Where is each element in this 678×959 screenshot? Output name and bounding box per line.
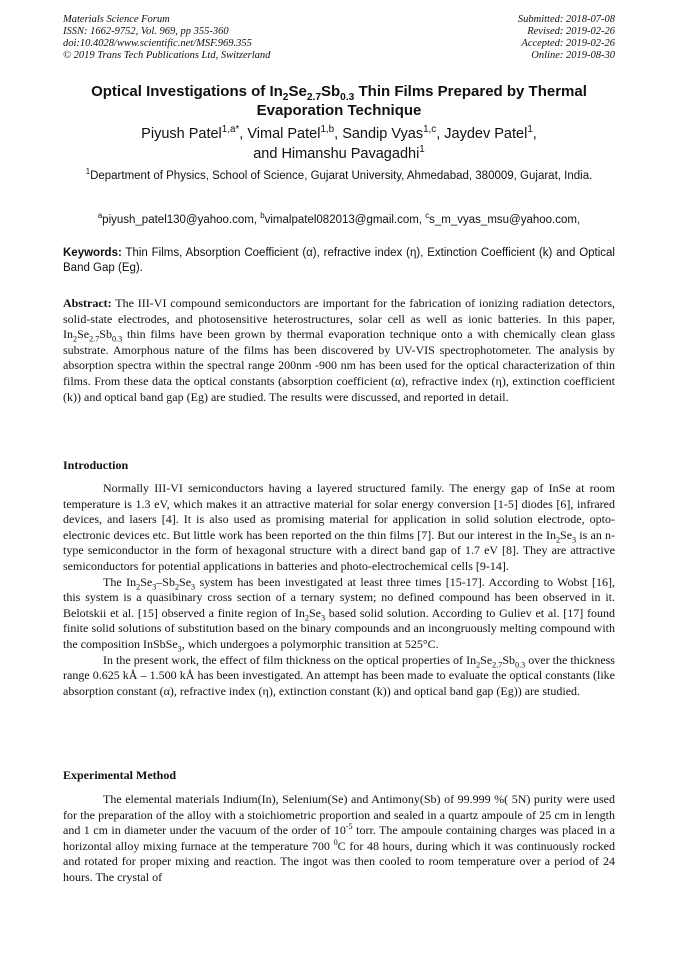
submitted-date: Submitted: 2018-07-08 (517, 14, 615, 25)
author-name: Sandip Vyas (342, 126, 424, 142)
copyright-line: © 2019 Trans Tech Publications Ltd, Switzerland (63, 50, 271, 61)
doi-line: doi:10.4028/www.scientific.net/MSF.969.355 (63, 38, 252, 49)
author-name: Piyush Patel (141, 126, 222, 142)
online-date: Online: 2019-08-30 (531, 50, 615, 61)
paragraph: The elemental materials Indium(In), Selenium(Se) and Antimony(Sb) of 99.999 %( 5N) purity were used for the preparation of the alloy with a stoichiometric proportion and sealed in a quartz ampoule of 25 cm in length and 1 cm in diameter under the vacuum of the order of $10^{-5}$ torr. The ampoule containing charges was placed in a horizontal alloy mixing furnace at the temperature 700 $^0$C for 48 hours, during which it was continuously rocked and rotated for proper mixing and reaction. The ingot was then cooled to room temperature over a period of 24 hours. The crystal of (63, 792, 615, 884)
journal-header-left (63, 14, 270, 62)
author-list: Piyush Patel$^{1,a*}$, Vimal Patel$^{1,b}$, Sandip Vyas$^{1,c}$, Jaydev Patel$^1$, and Himanshu Pavagadhi$^1$ (141, 124, 537, 162)
accepted-date: Accepted: 2019-02-26 (521, 38, 615, 49)
keywords: Keywords: Thin Films, Absorption Coefficient (α), refractive index (η), Extinction Coefficient (k) and Optical Band Gap (Eg). (63, 247, 615, 274)
experimental-body (63, 792, 615, 886)
abstract: Abstract: The III-VI compound semiconductors are important for the fabrication of ionizing radiation detectors, solid-state electrodes, and photosensitive heterostructures, solar cell as well as ionic batteries. In this paper, $In_2Se_{2.7}Sb_{0.3}$ thin films have been grown by thermal evaporation technique onto a with chemically clean glass substrate. Amorphous nature of the films has been discovered by UV-VIS spectrophotometer. The analysis by absorption spectra within the spectral range 200nm -900 nm has been used for the optical characterization of thin films. From these data the optical constants (absorption coefficient (α), refractive index (η), extinction coefficient (k)) and optical band gap (Eg) are studied. The results were discussed, and reported in detail. (63, 296, 615, 404)
author-name: Himanshu Pavagadhi (281, 146, 420, 162)
paper-title: Optical Investigations of $In_2Se_{2.7}Sb_{0.3}$ Thin Films Prepared by Thermal Evaporation Technique (91, 83, 587, 119)
issn-line: ISSN: 1662-9752, Vol. 969, pp 355-360 (63, 26, 229, 37)
email: piyush_patel130@yahoo.com, (102, 214, 258, 226)
section-heading-experimental: Experimental Method (63, 768, 176, 782)
author-name: Vimal Patel (247, 126, 321, 142)
paragraph: Normally III-VI semiconductors having a layered structured family. The energy gap of InSe at room temperature is 1.3 eV, which makes it an attractive material for solar energy conversion [1-5] diodes [6], infrared devices, and lasers [4]. It is also used as promising material for application in solid solution electrode, opto-electronic devices etc. But little work has been reported on the thin films [7]. But our interest in the $In_2Se_3$ is an n-type semiconductor in the form of hexagonal structure with a direct band gap of 1.7 eV [8]. They are attractive semiconductors for potential applications in batteries and photo-electrochemical cells [9-14]. (63, 481, 615, 573)
affiliation: $^1$Department of Physics, School of Science, Gujarat University, Ahmedabad, 380009, Gujarat, India. (85, 167, 593, 182)
author-emails: $^a$piyush_patel130@yahoo.com, $^b$vimalpatel082013@gmail.com, $^c$s_m_vyas_msu@yahoo.com, (97, 211, 581, 226)
paragraph: In the present work, the effect of film thickness on the optical properties of $In_2Se_{2.7}Sb_{0.3}$ over the thickness range 0.625 kÅ – 1.500 kÅ has been investigated. An attempt has been made to evaluate the optical constants (like absorption constant (α), refractive index (η), extinction constant (k)) and optical band gap (Eg)) are studied. (63, 652, 615, 698)
abstract-label: Abstract: (63, 296, 112, 310)
email: s_m_vyas_msu@yahoo.com, (429, 214, 581, 226)
introduction-body (63, 481, 615, 699)
journal-header-right (518, 14, 615, 62)
keywords-label: Keywords: (63, 247, 122, 259)
email: vimalpatel082013@gmail.com, (264, 214, 423, 226)
journal-name: Materials Science Forum (63, 14, 170, 25)
paragraph: The $In_2Se_3-Sb_2Se_3$ system has been investigated at least three times [15-17]. According to Wobst [16], this system is a quasibinary cross section of a ternary system; no defined compound has been observed in it. Belotskii et al. [15] observed a finite region of $In_2Se_3$ based solid solution. According to Guliev et al. [17] found finite solid solutions of substitution based on the binary compounds and an incongruously melting compound with the composition InSbSe$_3$, which undergoes a polymorphic transition at 525°C. (63, 574, 615, 654)
section-heading-introduction: Introduction (63, 458, 129, 472)
author-name: Jaydev Patel (444, 126, 528, 142)
revised-date: Revised: 2019-02-26 (527, 26, 615, 37)
